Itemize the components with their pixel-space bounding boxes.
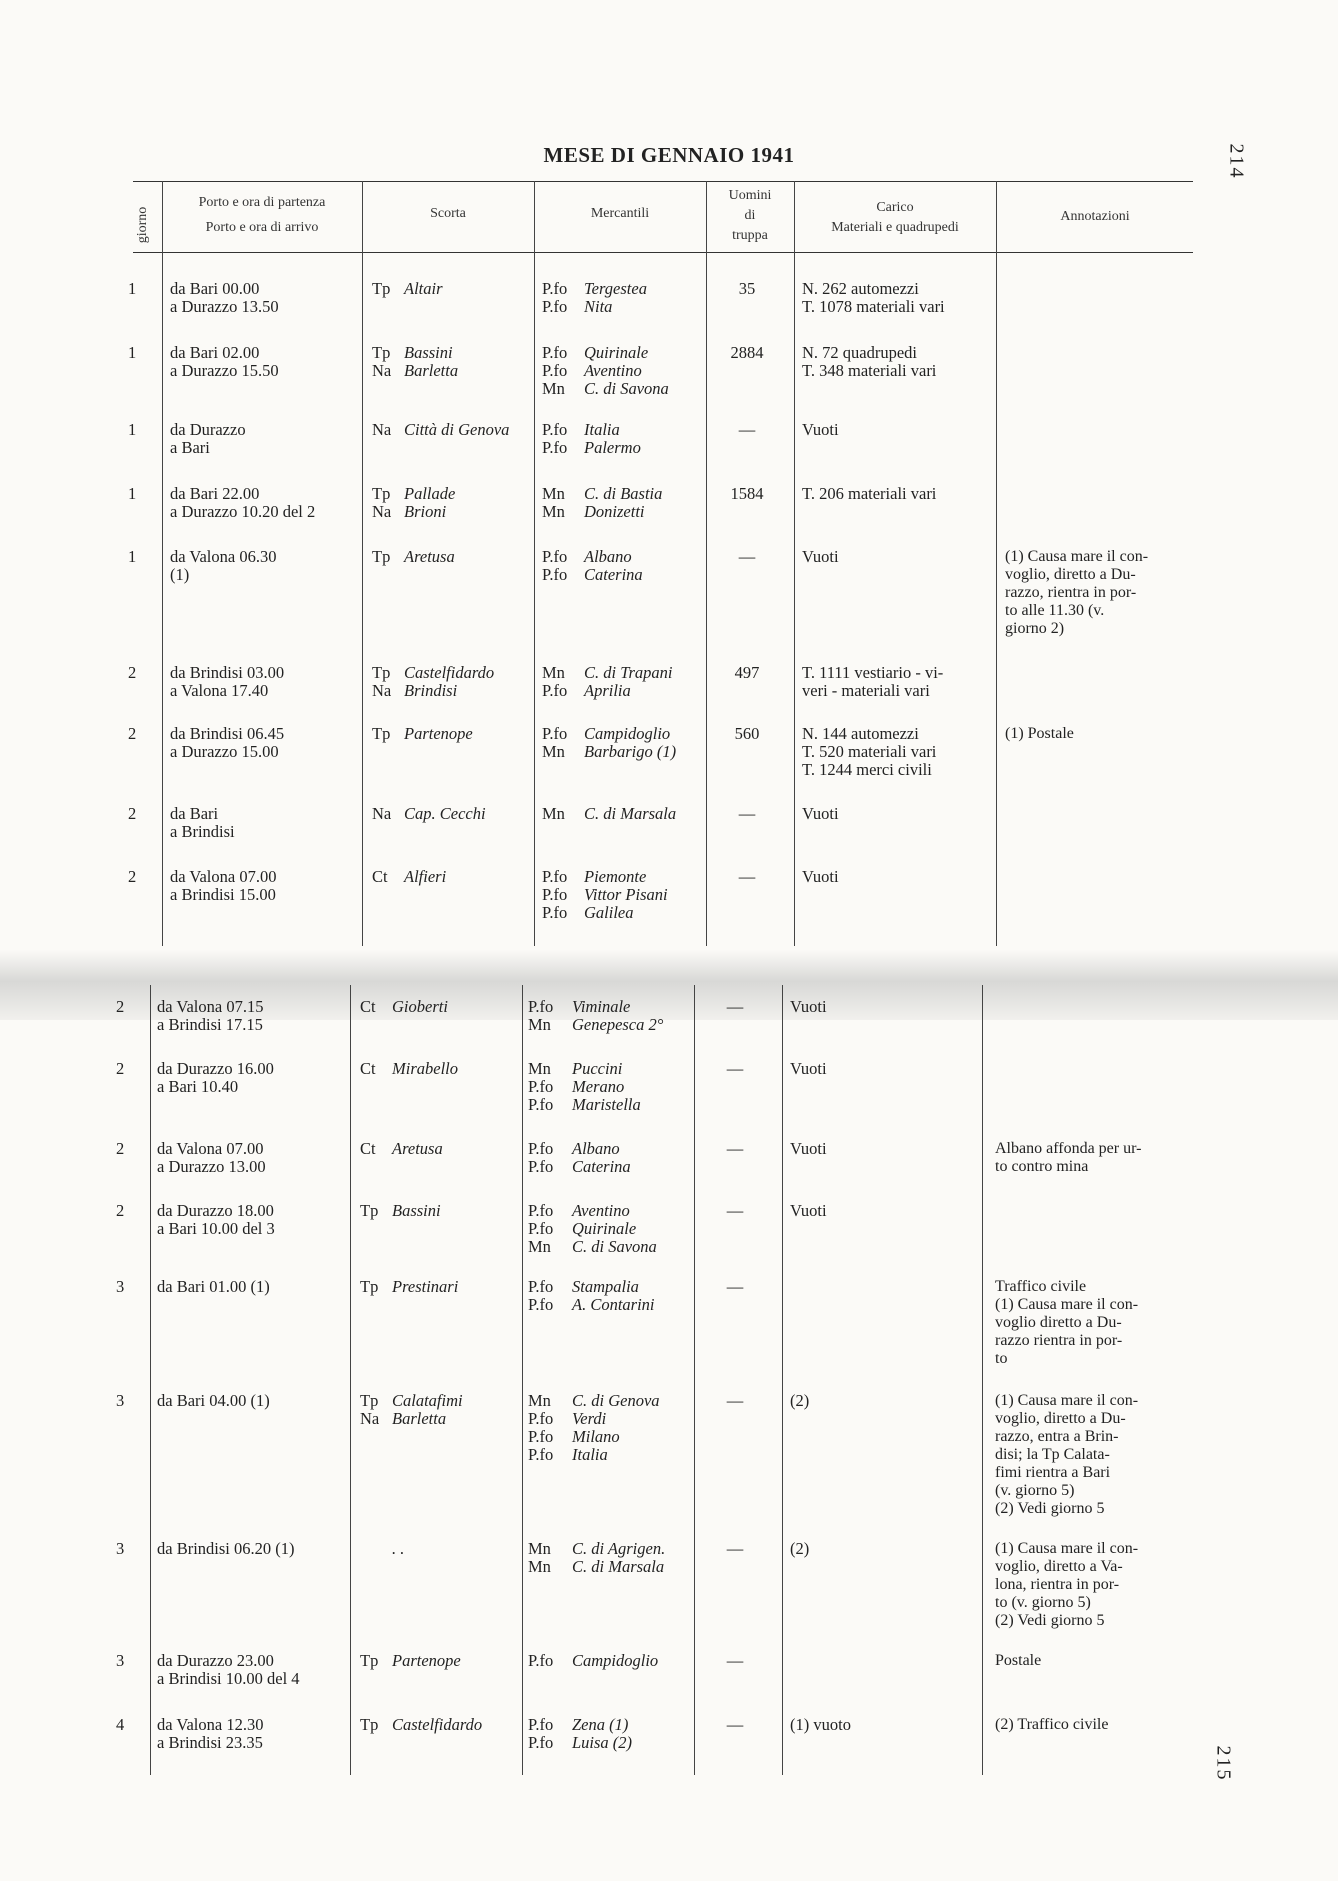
cell-scorta: Alfieri — [404, 867, 447, 886]
cell-mercantili: C. di Marsala — [584, 804, 677, 823]
cell-scorta: Pallade Brioni — [404, 484, 456, 521]
cell-porti: da Valona 07.00 a Brindisi 15.00 — [170, 867, 277, 904]
cell-giorno: 3 — [116, 1277, 125, 1296]
cell-scorta: Bassini Barletta — [404, 343, 459, 380]
header-bottom-rule — [133, 252, 1193, 253]
cell-porti: da Brindisi 06.45 a Durazzo 15.00 — [170, 724, 285, 761]
header-porto-arrivo: Porto e ora di arrivo — [205, 220, 319, 235]
cell-mercantili: Albano Caterina — [584, 547, 643, 584]
col-sep — [706, 181, 707, 946]
cell-mercantili-tipo: P.fo — [528, 1651, 554, 1670]
cell-mercantili-tipo: P.fo P.fo — [528, 1277, 554, 1314]
cell-mercantili-tipo: Mn P.fo P.fo — [528, 1059, 554, 1114]
col-sep — [982, 985, 983, 1775]
cell-scorta: Partenope — [404, 724, 473, 743]
cell-scorta-tipo: Ct — [372, 867, 388, 886]
cell-giorno: 2 — [116, 1201, 125, 1220]
cell-giorno: 2 — [128, 724, 137, 743]
page-number-top: 214 — [1225, 143, 1248, 180]
col-sep — [782, 985, 783, 1775]
cell-annotazioni: (1) Causa mare il con- voglio, diretto a Du- razzo, entra a Brin- disi; la Tp Calata- fimi rientra a Bari (v. giorno 5) (2) Vedi giorno 5 — [995, 1392, 1139, 1517]
cell-carico: (1) vuoto — [790, 1715, 851, 1734]
cell-mercantili: Campidoglio — [572, 1651, 659, 1670]
cell-giorno: 2 — [116, 1139, 125, 1158]
cell-mercantili-tipo: P.fo P.fo — [542, 547, 568, 584]
header-uomini: Uomini di truppa — [728, 188, 772, 243]
cell-giorno: 1 — [128, 484, 137, 503]
cell-mercantili: Quirinale Aventino C. di Savona — [584, 343, 669, 398]
page-number-bottom: 215 — [1212, 1745, 1235, 1782]
cell-annotazioni: (1) Postale — [1005, 725, 1074, 742]
cell-porti: da Durazzo 18.00 a Bari 10.00 del 3 — [157, 1201, 275, 1238]
cell-annotazioni: Traffico civile (1) Causa mare il con- voglio diretto a Du- razzo rientra in por- to — [995, 1278, 1139, 1367]
cell-scorta: Aretusa — [392, 1139, 443, 1158]
cell-mercantili: C. di Trapani Aprilia — [584, 663, 673, 700]
cell-porti: da Bari 04.00 (1) — [157, 1391, 270, 1410]
cell-porti: da Bari a Brindisi — [170, 804, 235, 841]
cell-mercantili: Tergestea Nita — [584, 279, 647, 316]
cell-giorno: 4 — [116, 1715, 125, 1734]
cell-mercantili-tipo: P.fo Mn — [542, 724, 568, 761]
cell-uomini: — — [738, 867, 756, 886]
cell-porti: da Valona 12.30 a Brindisi 23.35 — [157, 1715, 264, 1752]
cell-mercantili-tipo: Mn P.fo — [542, 663, 568, 700]
cell-annotazioni: Albano affonda per ur- to contro mina — [995, 1140, 1142, 1175]
cell-porti: da Valona 07.00 a Durazzo 13.00 — [157, 1139, 266, 1176]
col-sep — [350, 985, 351, 1775]
cell-carico: Vuoti — [802, 547, 839, 566]
table-top-rule — [133, 181, 1193, 182]
cell-mercantili-tipo: P.fo P.fo — [542, 279, 568, 316]
cell-scorta-tipo: Ct — [360, 1059, 376, 1078]
page-title: MESE DI GENNAIO 1941 — [543, 143, 795, 167]
cell-uomini: 2884 — [730, 343, 764, 362]
cell-mercantili-tipo: Mn Mn — [542, 484, 565, 521]
cell-mercantili: Campidoglio Barbarigo (1) — [584, 724, 677, 761]
cell-giorno: 1 — [128, 547, 137, 566]
cell-annotazioni: (1) Causa mare il con- voglio, diretto a Du- razzo, rientra in por- to alle 11.30 (v. giorno 2) — [1005, 548, 1149, 637]
cell-mercantili-tipo: Mn Mn — [528, 1539, 551, 1576]
cell-mercantili-tipo: P.fo P.fo — [542, 420, 568, 457]
cell-mercantili: C. di Genova Verdi Milano Italia — [572, 1391, 660, 1464]
cell-scorta: Castelfidardo — [392, 1715, 483, 1734]
cell-porti: da Bari 01.00 (1) — [157, 1277, 270, 1296]
cell-porti: da Bari 00.00 a Durazzo 13.50 — [170, 279, 279, 316]
cell-mercantili-tipo: Mn P.fo P.fo P.fo — [528, 1391, 554, 1464]
cell-carico: Vuoti — [802, 867, 839, 886]
cell-uomini: — — [726, 1651, 744, 1670]
cell-scorta-tipo: Tp Na — [360, 1391, 380, 1428]
cell-uomini: 497 — [734, 663, 760, 682]
cell-mercantili: Italia Palermo — [584, 420, 641, 457]
cell-mercantili: Viminale Genepesca 2° — [572, 997, 664, 1034]
cell-mercantili: Stampalia A. Contarini — [572, 1277, 655, 1314]
cell-uomini: — — [738, 420, 756, 439]
cell-porti: da Bari 02.00 a Durazzo 15.50 — [170, 343, 279, 380]
cell-mercantili: C. di Bastia Donizetti — [584, 484, 663, 521]
cell-giorno: 2 — [116, 1059, 125, 1078]
header-annotazioni: Annotazioni — [1060, 209, 1130, 224]
cell-annotazioni: (2) Traffico civile — [995, 1716, 1109, 1733]
cell-scorta-tipo: Tp Na — [372, 663, 392, 700]
cell-mercantili: Albano Caterina — [572, 1139, 631, 1176]
cell-scorta-tipo: Ct — [360, 997, 376, 1016]
cell-scorta-tipo: Tp — [360, 1277, 379, 1296]
cell-mercantili: Piemonte Vittor Pisani Galilea — [584, 867, 668, 922]
header-mercantili: Mercantili — [590, 206, 650, 221]
cell-carico: (2) — [790, 1539, 810, 1558]
cell-scorta: Gioberti — [392, 997, 448, 1016]
cell-giorno: 1 — [128, 279, 137, 298]
cell-giorno: 3 — [116, 1391, 125, 1410]
cell-scorta: Calatafimi Barletta — [392, 1391, 463, 1428]
cell-porti: da Durazzo 16.00 a Bari 10.40 — [157, 1059, 274, 1096]
cell-scorta-tipo: Tp — [360, 1651, 379, 1670]
header-giorno: giorno — [135, 206, 150, 244]
cell-giorno: 2 — [128, 663, 137, 682]
cell-uomini: — — [726, 1539, 744, 1558]
header-carico: Carico Materiali e quadrupedi — [831, 200, 959, 235]
cell-scorta-tipo: Tp — [372, 724, 391, 743]
cell-carico: N. 262 automezzi T. 1078 materiali vari — [802, 279, 945, 316]
cell-carico: Vuoti — [790, 1201, 827, 1220]
cell-carico: Vuoti — [790, 1059, 827, 1078]
cell-giorno: 3 — [116, 1539, 125, 1558]
cell-scorta: Aretusa — [404, 547, 455, 566]
cell-scorta-tipo: Na — [372, 804, 392, 823]
cell-giorno: 2 — [116, 997, 125, 1016]
cell-giorno: 1 — [128, 420, 137, 439]
cell-mercantili: Puccini Merano Maristella — [572, 1059, 641, 1114]
col-sep — [362, 181, 363, 946]
cell-uomini: — — [726, 1139, 744, 1158]
cell-scorta-tipo: Tp — [372, 547, 391, 566]
cell-mercantili-tipo: P.fo P.fo — [528, 1139, 554, 1176]
cell-carico: Vuoti — [802, 420, 839, 439]
cell-porti: da Durazzo a Bari — [170, 420, 246, 457]
header-porto-partenza: Porto e ora di partenza — [198, 195, 326, 210]
cell-giorno: 2 — [128, 804, 137, 823]
col-sep — [694, 985, 695, 1775]
cell-mercantili-tipo: P.fo Mn — [528, 997, 554, 1034]
cell-scorta: . . — [392, 1539, 405, 1558]
cell-uomini: 35 — [738, 279, 756, 298]
cell-scorta: Altair — [404, 279, 443, 298]
cell-uomini: — — [738, 804, 756, 823]
cell-scorta-tipo: Tp — [360, 1201, 379, 1220]
cell-annotazioni: Postale — [995, 1652, 1042, 1669]
cell-mercantili-tipo: P.fo P.fo — [528, 1715, 554, 1752]
cell-carico: (2) — [790, 1391, 810, 1410]
cell-giorno: 2 — [128, 867, 137, 886]
cell-scorta-tipo: Ct — [360, 1139, 376, 1158]
cell-scorta: Castelfidardo Brindisi — [404, 663, 495, 700]
cell-scorta-tipo: Tp Na — [372, 484, 392, 521]
cell-carico: T. 206 materiali vari — [802, 484, 937, 503]
col-sep — [162, 181, 163, 946]
cell-mercantili: Aventino Quirinale C. di Savona — [572, 1201, 657, 1256]
cell-uomini: — — [726, 1277, 744, 1296]
cell-mercantili: Zena (1) Luisa (2) — [572, 1715, 633, 1752]
cell-carico: N. 144 automezzi T. 520 materiali vari T. 1244 merci civili — [802, 724, 937, 779]
cell-uomini: 560 — [734, 724, 760, 743]
cell-porti: da Durazzo 23.00 a Brindisi 10.00 del 4 — [157, 1651, 300, 1688]
cell-mercantili-tipo: P.fo P.fo Mn — [542, 343, 568, 398]
cell-mercantili-tipo: P.fo P.fo Mn — [528, 1201, 554, 1256]
cell-uomini: — — [726, 1715, 744, 1734]
cell-mercantili-tipo: Mn — [542, 804, 565, 823]
cell-scorta: Città di Genova — [404, 420, 510, 439]
cell-uomini: 1584 — [730, 484, 764, 503]
cell-porti: da Brindisi 06.20 (1) — [157, 1539, 295, 1558]
header-scorta: Scorta — [430, 206, 466, 221]
cell-uomini: — — [726, 1201, 744, 1220]
cell-scorta: Cap. Cecchi — [404, 804, 486, 823]
cell-carico: Vuoti — [790, 997, 827, 1016]
cell-giorno: 1 — [128, 343, 137, 362]
cell-scorta-tipo: Na — [372, 420, 392, 439]
cell-mercantili-tipo: P.fo P.fo P.fo — [542, 867, 568, 922]
cell-uomini: — — [726, 997, 744, 1016]
cell-scorta: Mirabello — [392, 1059, 458, 1078]
cell-scorta: Bassini — [392, 1201, 441, 1220]
cell-scorta-tipo: Tp Na — [372, 343, 392, 380]
cell-scorta-tipo: Tp — [360, 1715, 379, 1734]
cell-porti: da Valona 06.30 (1) — [170, 547, 277, 584]
col-sep — [150, 985, 151, 1775]
cell-porti: da Bari 22.00 a Durazzo 10.20 del 2 — [170, 484, 316, 521]
cell-carico: Vuoti — [790, 1139, 827, 1158]
cell-carico: Vuoti — [802, 804, 839, 823]
cell-uomini: — — [726, 1059, 744, 1078]
cell-scorta: Partenope — [392, 1651, 461, 1670]
cell-uomini: — — [726, 1391, 744, 1410]
cell-annotazioni: (1) Causa mare il con- voglio, diretto a Va- lona, rientra in por- to (v. giorno 5) (2) Vedi giorno 5 — [995, 1540, 1139, 1629]
cell-scorta: Prestinari — [392, 1277, 459, 1296]
cell-giorno: 3 — [116, 1651, 125, 1670]
cell-porti: da Valona 07.15 a Brindisi 17.15 — [157, 997, 264, 1034]
cell-scorta-tipo: Tp — [372, 279, 391, 298]
cell-uomini: — — [738, 547, 756, 566]
col-sep — [794, 181, 795, 946]
cell-mercantili: C. di Agrigen. C. di Marsala — [572, 1539, 666, 1576]
cell-carico: N. 72 quadrupedi T. 348 materiali vari — [802, 343, 937, 380]
cell-carico: T. 1111 vestiario - vi- veri - materiali vari — [802, 663, 944, 700]
cell-porti: da Brindisi 03.00 a Valona 17.40 — [170, 663, 285, 700]
